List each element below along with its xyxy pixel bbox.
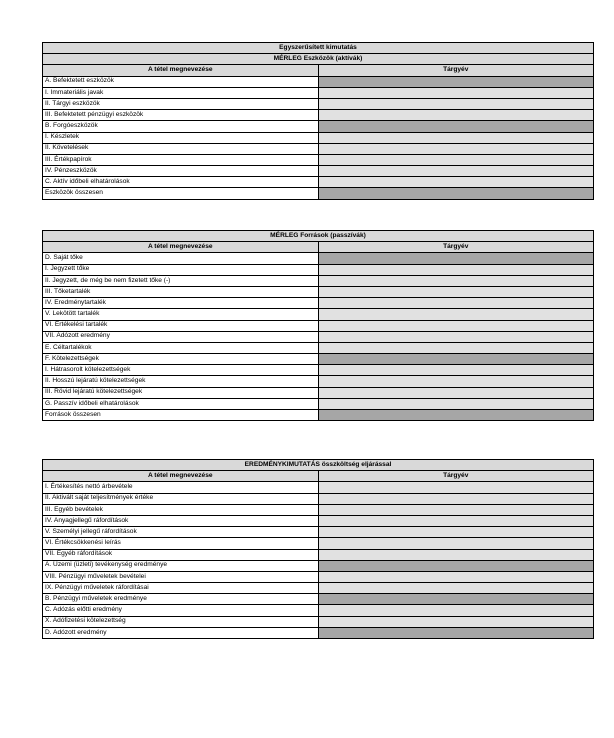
row-label: II. Követelések xyxy=(43,143,319,154)
table-row xyxy=(43,110,594,121)
row-label: B. Forgóeszközök xyxy=(43,121,319,132)
row-value-cell[interactable] xyxy=(318,410,594,421)
table-row xyxy=(43,354,594,365)
row-label: A. Befektetett eszközök xyxy=(43,76,319,87)
row-label: D. Adózott eredmény xyxy=(43,627,319,638)
row-label: II. Aktivált saját teljesítmények értéke xyxy=(43,493,319,504)
row-label: VI. Értékelési tartalék xyxy=(43,320,319,331)
row-label: III. Befektetett pénzügyi eszközök xyxy=(43,110,319,121)
table-row xyxy=(43,538,594,549)
income-statement-title: EREDMÉNYKIMUTATÁS összköltség eljárással xyxy=(43,460,594,471)
row-label: I. Hátrasorolt kötelezettségek xyxy=(43,365,319,376)
table-row xyxy=(43,264,594,275)
column-header-item: A tétel megnevezése xyxy=(43,65,319,76)
table-row xyxy=(43,177,594,188)
table-row xyxy=(43,76,594,87)
row-label: III. Tőketartalék xyxy=(43,286,319,297)
table-row xyxy=(43,549,594,560)
balance-assets-title: MÉRLEG Eszközök (aktívák) xyxy=(43,54,594,65)
table-row xyxy=(43,87,594,98)
column-header-item: A tétel megnevezése xyxy=(43,471,319,482)
row-value-cell[interactable] xyxy=(318,560,594,571)
column-header-value: Tárgyév xyxy=(318,471,594,482)
table-row xyxy=(43,275,594,286)
row-value-cell[interactable] xyxy=(318,166,594,177)
table-row xyxy=(43,398,594,409)
row-label: I. Értékesítés nettó árbevétele xyxy=(43,482,319,493)
row-label: V. Lekötött tartalék xyxy=(43,309,319,320)
income-statement-body xyxy=(43,460,594,639)
table-row xyxy=(43,188,594,199)
table-row xyxy=(43,342,594,353)
balance-assets-table xyxy=(42,42,594,200)
table-row xyxy=(43,365,594,376)
row-value-cell[interactable] xyxy=(318,264,594,275)
column-header-row xyxy=(43,242,594,253)
row-label: VII. Egyéb ráfordítások xyxy=(43,549,319,560)
row-value-cell[interactable] xyxy=(318,76,594,87)
row-label: IX. Pénzügyi műveletek ráfordításai xyxy=(43,583,319,594)
row-value-cell[interactable] xyxy=(318,154,594,165)
row-value-cell[interactable] xyxy=(318,398,594,409)
row-label: Eszközök összesen xyxy=(43,188,319,199)
table-row xyxy=(43,298,594,309)
row-value-cell[interactable] xyxy=(318,616,594,627)
row-label: C. Aktív időbeli elhatárolások xyxy=(43,177,319,188)
row-label: I. Immateriális javak xyxy=(43,87,319,98)
row-value-cell[interactable] xyxy=(318,320,594,331)
table-row xyxy=(43,166,594,177)
row-label: A. Üzemi (üzleti) tevékenység eredménye xyxy=(43,560,319,571)
table-row xyxy=(43,98,594,109)
row-label: II. Tárgyi eszközök xyxy=(43,98,319,109)
row-value-cell[interactable] xyxy=(318,493,594,504)
row-label: IV. Eredménytartalék xyxy=(43,298,319,309)
row-label: Források összesen xyxy=(43,410,319,421)
row-label: IV. Pénzeszközök xyxy=(43,166,319,177)
row-value-cell[interactable] xyxy=(318,87,594,98)
row-value-cell[interactable] xyxy=(318,583,594,594)
row-value-cell[interactable] xyxy=(318,98,594,109)
row-value-cell[interactable] xyxy=(318,376,594,387)
table-row xyxy=(43,376,594,387)
section-title-row xyxy=(43,54,594,65)
table-row xyxy=(43,504,594,515)
column-header-row xyxy=(43,65,594,76)
table-row xyxy=(43,594,594,605)
row-value-cell[interactable] xyxy=(318,627,594,638)
row-value-cell[interactable] xyxy=(318,504,594,515)
report-title: Egyszerűsített kimutatás xyxy=(43,43,594,54)
table-row xyxy=(43,616,594,627)
row-label: II. Jegyzett, de még be nem fizetett tőke (-) xyxy=(43,275,319,286)
row-label: E. Céltartalékok xyxy=(43,342,319,353)
column-header-item: A tétel megnevezése xyxy=(43,242,319,253)
column-header-value: Tárgyév xyxy=(318,242,594,253)
table-row xyxy=(43,410,594,421)
row-value-cell[interactable] xyxy=(318,253,594,264)
column-header-row xyxy=(43,471,594,482)
table-row xyxy=(43,121,594,132)
row-label: X. Adófizetési kötelezettség xyxy=(43,616,319,627)
row-value-cell[interactable] xyxy=(318,110,594,121)
section-title-row xyxy=(43,231,594,242)
row-label: VI. Értékcsökkenési leírás xyxy=(43,538,319,549)
balance-liabilities-body xyxy=(43,231,594,421)
row-label: III. Egyéb bevételek xyxy=(43,504,319,515)
table-row xyxy=(43,527,594,538)
row-label: I. Jegyzett tőke xyxy=(43,264,319,275)
row-label: III. Rövid lejáratú kötelezettségek xyxy=(43,387,319,398)
report-title-row xyxy=(43,43,594,54)
row-label: G. Passzív időbeli elhatárolások xyxy=(43,398,319,409)
table-row xyxy=(43,387,594,398)
table-row xyxy=(43,132,594,143)
table-row xyxy=(43,320,594,331)
row-value-cell[interactable] xyxy=(318,177,594,188)
section-title-row xyxy=(43,460,594,471)
table-row xyxy=(43,571,594,582)
row-value-cell[interactable] xyxy=(318,143,594,154)
table-row xyxy=(43,482,594,493)
row-value-cell[interactable] xyxy=(318,549,594,560)
row-label: D. Saját tőke xyxy=(43,253,319,264)
row-label: IV. Anyagjellegű ráfordítások xyxy=(43,515,319,526)
row-label: III. Értékpapírok xyxy=(43,154,319,165)
row-label: V. Személyi jellegű ráfordítások xyxy=(43,527,319,538)
row-value-cell[interactable] xyxy=(318,121,594,132)
row-label: B. Pénzügyi műveletek eredménye xyxy=(43,594,319,605)
balance-assets-body xyxy=(43,43,594,200)
row-value-cell[interactable] xyxy=(318,515,594,526)
row-value-cell[interactable] xyxy=(318,132,594,143)
column-header-value: Tárgyév xyxy=(318,65,594,76)
row-value-cell[interactable] xyxy=(318,298,594,309)
row-value-cell[interactable] xyxy=(318,354,594,365)
table-row xyxy=(43,253,594,264)
table-row xyxy=(43,493,594,504)
row-value-cell[interactable] xyxy=(318,594,594,605)
row-label: II. Hosszú lejáratú kötelezettségek xyxy=(43,376,319,387)
row-value-cell[interactable] xyxy=(318,571,594,582)
table-row xyxy=(43,605,594,616)
balance-liabilities-title: MÉRLEG Források (passzívák) xyxy=(43,231,594,242)
row-value-cell[interactable] xyxy=(318,605,594,616)
table-row xyxy=(43,515,594,526)
table-row xyxy=(43,286,594,297)
table-row xyxy=(43,154,594,165)
row-value-cell[interactable] xyxy=(318,188,594,199)
table-row xyxy=(43,627,594,638)
row-value-cell[interactable] xyxy=(318,309,594,320)
row-value-cell[interactable] xyxy=(318,286,594,297)
income-statement-table xyxy=(42,459,594,639)
row-label: F. Kötelezettségek xyxy=(43,354,319,365)
row-label: VIII. Pénzügyi műveletek bevételei xyxy=(43,571,319,582)
row-label: VII. Adózott eredmény xyxy=(43,331,319,342)
row-value-cell[interactable] xyxy=(318,275,594,286)
table-row xyxy=(43,143,594,154)
balance-liabilities-table xyxy=(42,230,594,421)
row-value-cell[interactable] xyxy=(318,331,594,342)
row-value-cell[interactable] xyxy=(318,365,594,376)
row-label: C. Adózás előtti eredmény xyxy=(43,605,319,616)
table-row xyxy=(43,331,594,342)
row-value-cell[interactable] xyxy=(318,387,594,398)
table-row xyxy=(43,560,594,571)
row-value-cell[interactable] xyxy=(318,482,594,493)
table-row xyxy=(43,309,594,320)
row-value-cell[interactable] xyxy=(318,538,594,549)
row-value-cell[interactable] xyxy=(318,342,594,353)
row-value-cell[interactable] xyxy=(318,527,594,538)
row-label: I. Készletek xyxy=(43,132,319,143)
table-row xyxy=(43,583,594,594)
